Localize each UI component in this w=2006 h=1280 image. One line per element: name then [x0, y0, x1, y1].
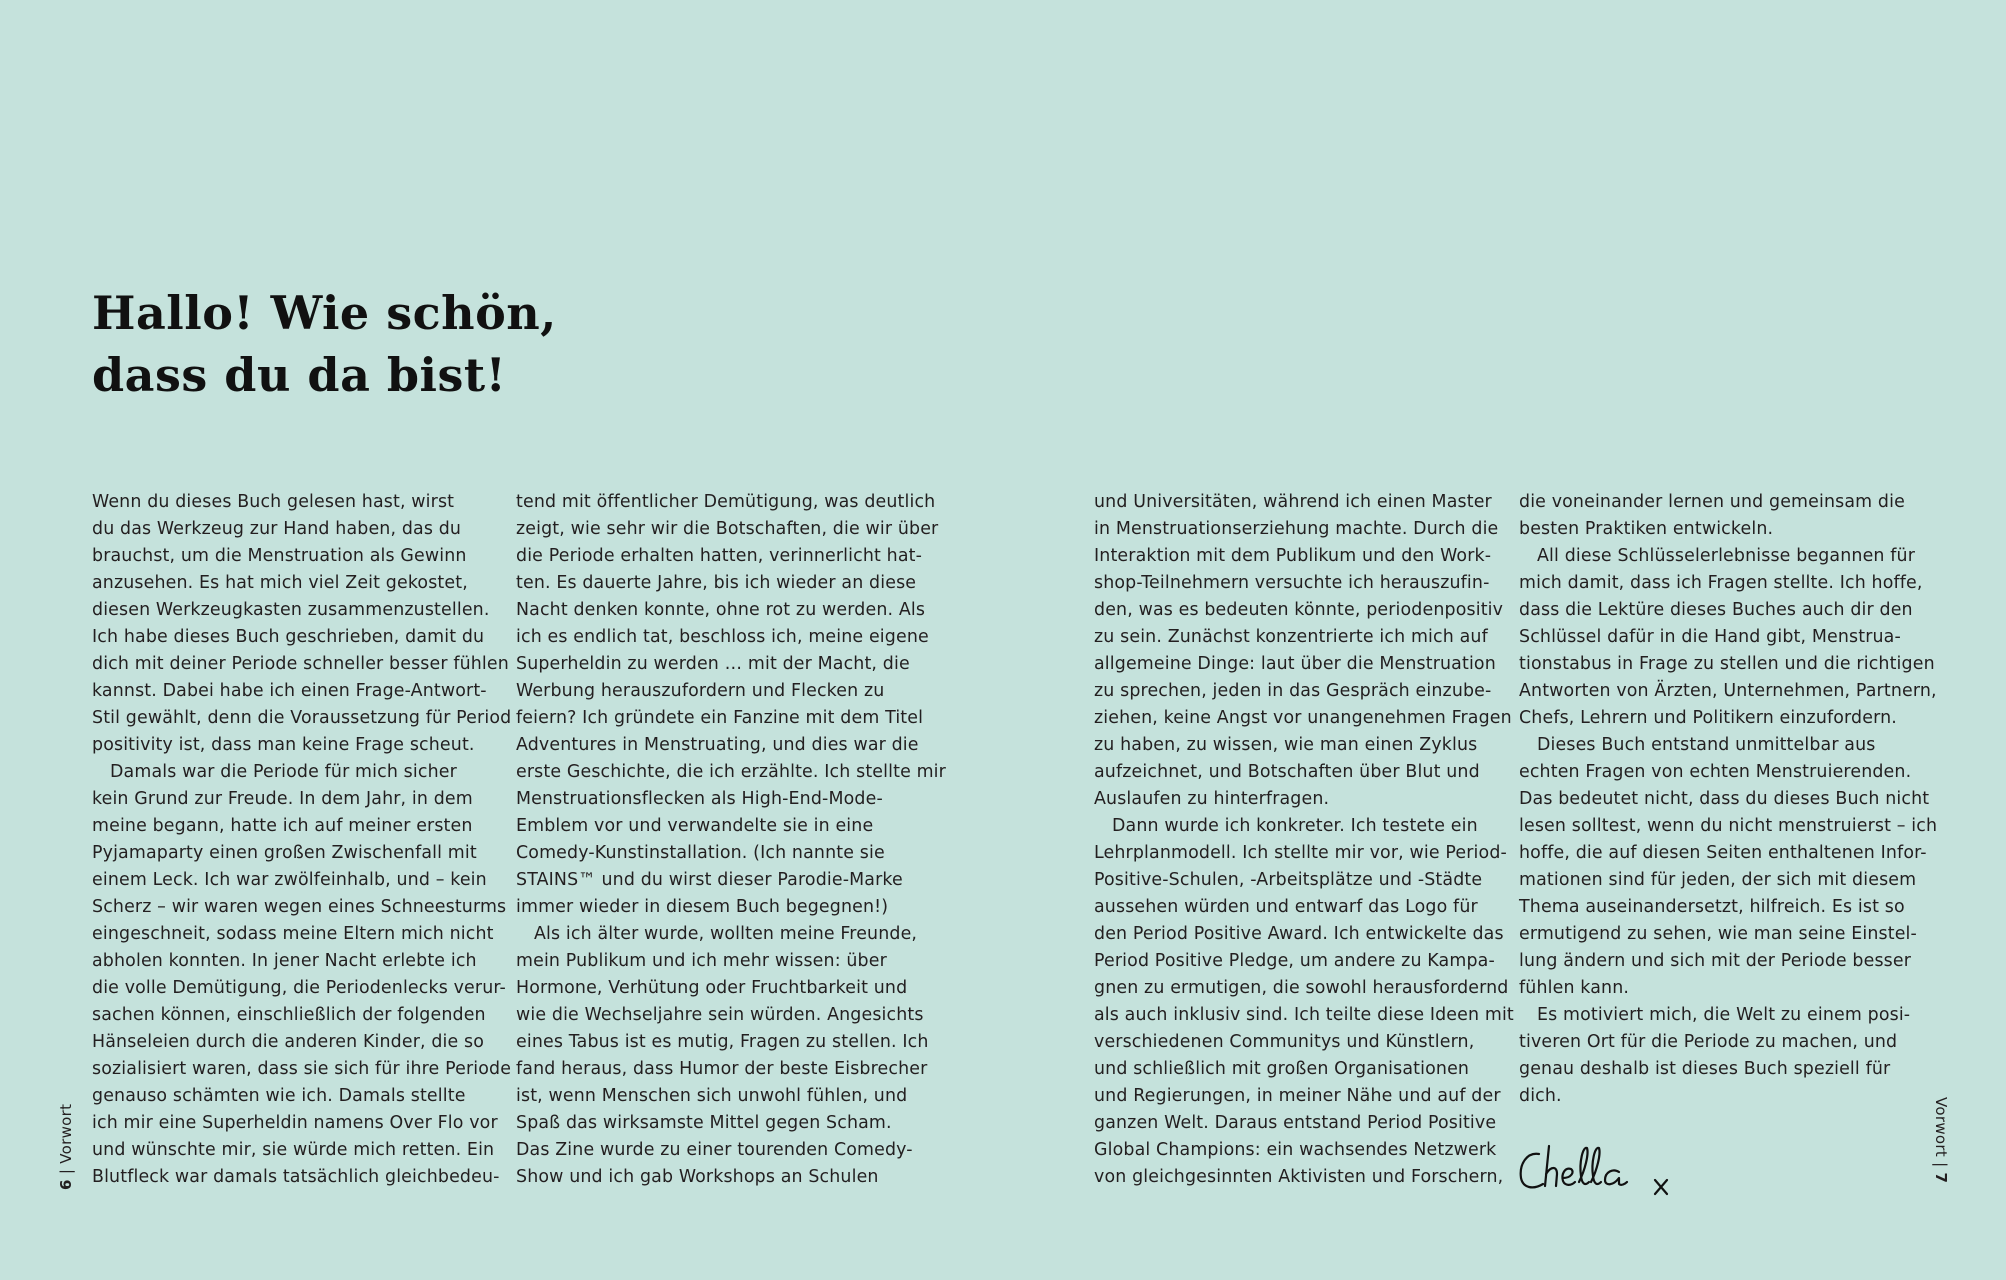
text-line: den Period Positive Award. Ich entwickelte das	[1094, 924, 1504, 944]
text-line: und wünschte mir, sie würde mich retten. Ein	[92, 1140, 495, 1160]
text-line: als auch inklusiv sind. Ich teilte diese Ideen mit	[1094, 1005, 1514, 1025]
text-line: ich es endlich tat, beschloss ich, meine eigene	[516, 627, 929, 647]
text-line: genau deshalb ist dieses Buch speziell für	[1519, 1059, 1891, 1079]
text-line: All diese Schlüsselerlebnisse begannen für	[1537, 546, 1916, 566]
text-line: Hormone, Verhütung oder Fruchtbarkeit und	[516, 978, 908, 998]
text-column-1	[92, 489, 522, 1191]
text-line: Positive-Schulen, -Arbeitsplätze und -Städte	[1094, 870, 1483, 890]
text-line: diesen Werkzeugkasten zusammenzustellen.	[92, 600, 490, 620]
text-line: zu sein. Zunächst konzentrierte ich mich auf	[1094, 627, 1488, 647]
folio-left	[57, 1104, 75, 1190]
text-line: zeigt, wie sehr wir die Botschaften, die wir über	[516, 519, 939, 539]
text-column-4	[1519, 489, 1949, 1110]
text-line: ten. Es dauerte Jahre, bis ich wieder an diese	[516, 573, 917, 593]
text-line: die Periode erhalten hatten, verinnerlicht hat-	[516, 546, 923, 566]
text-line: Blutfleck war damals tatsächlich gleichbedeu-	[92, 1167, 500, 1187]
text-line: die voneinander lernen und gemeinsam die	[1519, 492, 1905, 512]
folio-right	[1932, 1097, 1950, 1183]
text-line: fand heraus, dass Humor der beste Eisbrecher	[516, 1059, 928, 1079]
text-line: sozialisiert waren, dass sie sich für ihre Periode	[92, 1059, 512, 1079]
text-line: Period Positive Pledge, um andere zu Kampa-	[1094, 951, 1495, 971]
text-line: fühlen kann.	[1519, 978, 1630, 998]
text-line: zu haben, zu wissen, wie man einen Zyklus	[1094, 735, 1478, 755]
text-line: Antworten von Ärzten, Unternehmen, Partnern,	[1519, 681, 1937, 701]
text-line: einem Leck. Ich war zwölfeinhalb, und – kein	[92, 870, 487, 890]
text-line: verschiedenen Communitys und Künstlern,	[1094, 1032, 1475, 1052]
text-line: tionstabus in Frage zu stellen und die richtigen	[1519, 654, 1935, 674]
text-line: ich mir eine Superheldin namens Over Flo vor	[92, 1113, 498, 1133]
text-line: Dann wurde ich konkreter. Ich testete ein	[1112, 816, 1478, 836]
text-line: Pyjamaparty einen großen Zwischenfall mit	[92, 843, 477, 863]
handwritten-signature	[1515, 1140, 1715, 1210]
text-line: Stil gewählt, denn die Voraussetzung für Period	[92, 708, 512, 728]
text-line: mich damit, dass ich Fragen stellte. Ich hoffe,	[1519, 573, 1923, 593]
text-line: und Regierungen, in meiner Nähe und auf der	[1094, 1086, 1501, 1106]
text-line: immer wieder in diesem Buch begegnen!)	[516, 897, 889, 917]
text-line: Scherz – wir waren wegen eines Schneesturms	[92, 897, 507, 917]
section-label-left: Vorwort	[57, 1103, 75, 1164]
text-line: echten Fragen von echten Menstruierenden.	[1519, 762, 1912, 782]
text-line: anzusehen. Es hat mich viel Zeit gekostet,	[92, 573, 468, 593]
text-line: meine begann, hatte ich auf meiner ersten	[92, 816, 473, 836]
page-number-right: 7	[1932, 1172, 1950, 1184]
text-line: du das Werkzeug zur Hand haben, das du	[92, 519, 462, 539]
text-line: Menstruationsflecken als High-End-Mode-	[516, 789, 883, 809]
text-line: STAINS™ und du wirst dieser Parodie-Marke	[516, 870, 903, 890]
text-column-2	[516, 489, 946, 1191]
text-line: Hänseleien durch die anderen Kinder, die so	[92, 1032, 485, 1052]
text-line: zu sprechen, jeden in das Gespräch einzube-	[1094, 681, 1492, 701]
text-line: Dieses Buch entstand unmittelbar aus	[1537, 735, 1876, 755]
text-line: von gleichgesinnten Aktivisten und Forschern,	[1094, 1167, 1504, 1187]
text-line: Interaktion mit dem Publikum und den Work-	[1094, 546, 1492, 566]
text-line: dass die Lektüre dieses Buches auch dir den	[1519, 600, 1913, 620]
text-line: kein Grund zur Freude. In dem Jahr, in dem	[92, 789, 473, 809]
text-line: Spaß das wirksamste Mittel gegen Scham.	[516, 1113, 892, 1133]
text-line: feiern? Ich gründete ein Fanzine mit dem Titel	[516, 708, 924, 728]
folio-separator: |	[1932, 1162, 1950, 1173]
text-line: in Menstruationserziehung machte. Durch die	[1094, 519, 1499, 539]
text-line: Adventures in Menstruating, und dies war die	[516, 735, 919, 755]
text-line: Chefs, Lehrern und Politikern einzufordern.	[1519, 708, 1897, 728]
text-line: allgemeine Dinge: laut über die Menstruation	[1094, 654, 1496, 674]
text-line: hoffe, die auf diesen Seiten enthaltenen Infor-	[1519, 843, 1927, 863]
text-line: Global Champions: ein wachsendes Netzwerk	[1094, 1140, 1497, 1160]
text-line: tiveren Ort für die Periode zu machen, und	[1519, 1032, 1898, 1052]
text-line: Wenn du dieses Buch gelesen hast, wirst	[92, 492, 455, 512]
text-line: Werbung herauszufordern und Flecken zu	[516, 681, 885, 701]
text-line: und Universitäten, während ich einen Master	[1094, 492, 1492, 512]
text-line: gnen zu ermutigen, die sowohl herausfordernd	[1094, 978, 1509, 998]
text-line: Thema auseinandersetzt, hilfreich. Es ist so	[1519, 897, 1905, 917]
section-label-right: Vorwort	[1932, 1097, 1950, 1158]
text-line: tend mit öffentlicher Demütigung, was deutlich	[516, 492, 936, 512]
text-line: erste Geschichte, die ich erzählte. Ich stellte mir	[516, 762, 946, 782]
text-line: sachen können, einschließlich der folgenden	[92, 1005, 486, 1025]
text-line: Schlüssel dafür in die Hand gibt, Menstrua-	[1519, 627, 1901, 647]
text-line: dich mit deiner Periode schneller besser fühlen	[92, 654, 509, 674]
text-line: Lehrplanmodell. Ich stellte mir vor, wie Period-	[1094, 843, 1507, 863]
text-line: und schließlich mit großen Organisationen	[1094, 1059, 1470, 1079]
heading-line-2: dass du da bist!	[92, 348, 507, 402]
text-line: brauchst, um die Menstruation als Gewinn	[92, 546, 467, 566]
text-line: aufzeichnet, und Botschaften über Blut und	[1094, 762, 1480, 782]
text-line: ist, wenn Menschen sich unwohl fühlen, und	[516, 1086, 908, 1106]
text-line: Emblem vor und verwandelte sie in eine	[516, 816, 874, 836]
text-line: Damals war die Periode für mich sicher	[110, 762, 457, 782]
text-line: Show und ich gab Workshops an Schulen	[516, 1167, 879, 1187]
text-line: Ich habe dieses Buch geschrieben, damit du	[92, 627, 485, 647]
page-number-left: 6	[57, 1179, 75, 1190]
text-line: aussehen würden und entwarf das Logo für	[1094, 897, 1478, 917]
text-line: ermutigend zu sehen, wie man seine Einstel-	[1519, 924, 1917, 944]
text-line: mein Publikum und ich mehr wissen: über	[516, 951, 887, 971]
text-line: Das bedeutet nicht, dass du dieses Buch nicht	[1519, 789, 1930, 809]
text-line: Es motiviert mich, die Welt zu einem posi-	[1537, 1005, 1911, 1025]
text-line: kannst. Dabei habe ich einen Frage-Antwort-	[92, 681, 487, 701]
text-line: abholen konnten. In jener Nacht erlebte ich	[92, 951, 477, 971]
text-line: Auslaufen zu hinterfragen.	[1094, 789, 1330, 809]
folio-separator: |	[57, 1163, 75, 1175]
text-line: ganzen Welt. Daraus entstand Period Positive	[1094, 1113, 1497, 1133]
text-line: wie die Wechseljahre sein würden. Angesichts	[516, 1005, 924, 1025]
text-line: lung ändern und sich mit der Periode besser	[1519, 951, 1912, 971]
text-line: Das Zine wurde zu einer tourenden Comedy-	[516, 1140, 913, 1160]
text-line: eingeschneit, sodass meine Eltern mich nicht	[92, 924, 494, 944]
text-line: Als ich älter wurde, wollten meine Freunde,	[534, 924, 918, 944]
text-line: den, was es bedeuten könnte, periodenpositiv	[1094, 600, 1504, 620]
chapter-heading	[92, 282, 557, 406]
text-line: ziehen, keine Angst vor unangenehmen Fragen	[1094, 708, 1512, 728]
text-line: die volle Demütigung, die Periodenlecks verur-	[92, 978, 506, 998]
text-line: eines Tabus ist es mutig, Fragen zu stellen. Ich	[516, 1032, 929, 1052]
text-line: mationen sind für jeden, der sich mit diesem	[1519, 870, 1917, 890]
text-line: positivity ist, dass man keine Frage scheut.	[92, 735, 475, 755]
text-line: besten Praktiken entwickeln.	[1519, 519, 1774, 539]
text-line: shop-Teilnehmern versuchte ich herauszufin-	[1094, 573, 1490, 593]
text-line: Superheldin zu werden … mit der Macht, die	[516, 654, 910, 674]
text-column-3	[1094, 489, 1524, 1191]
text-line: Nacht denken konnte, ohne rot zu werden. Als	[516, 600, 926, 620]
heading-line-1: Hallo! Wie schön,	[92, 286, 557, 340]
text-line: dich.	[1519, 1086, 1562, 1106]
text-line: genauso schämten wie ich. Damals stellte	[92, 1086, 466, 1106]
text-line: Comedy-Kunstinstallation. (Ich nannte sie	[516, 843, 885, 863]
text-line: lesen solltest, wenn du nicht menstruierst – ich	[1519, 816, 1938, 836]
